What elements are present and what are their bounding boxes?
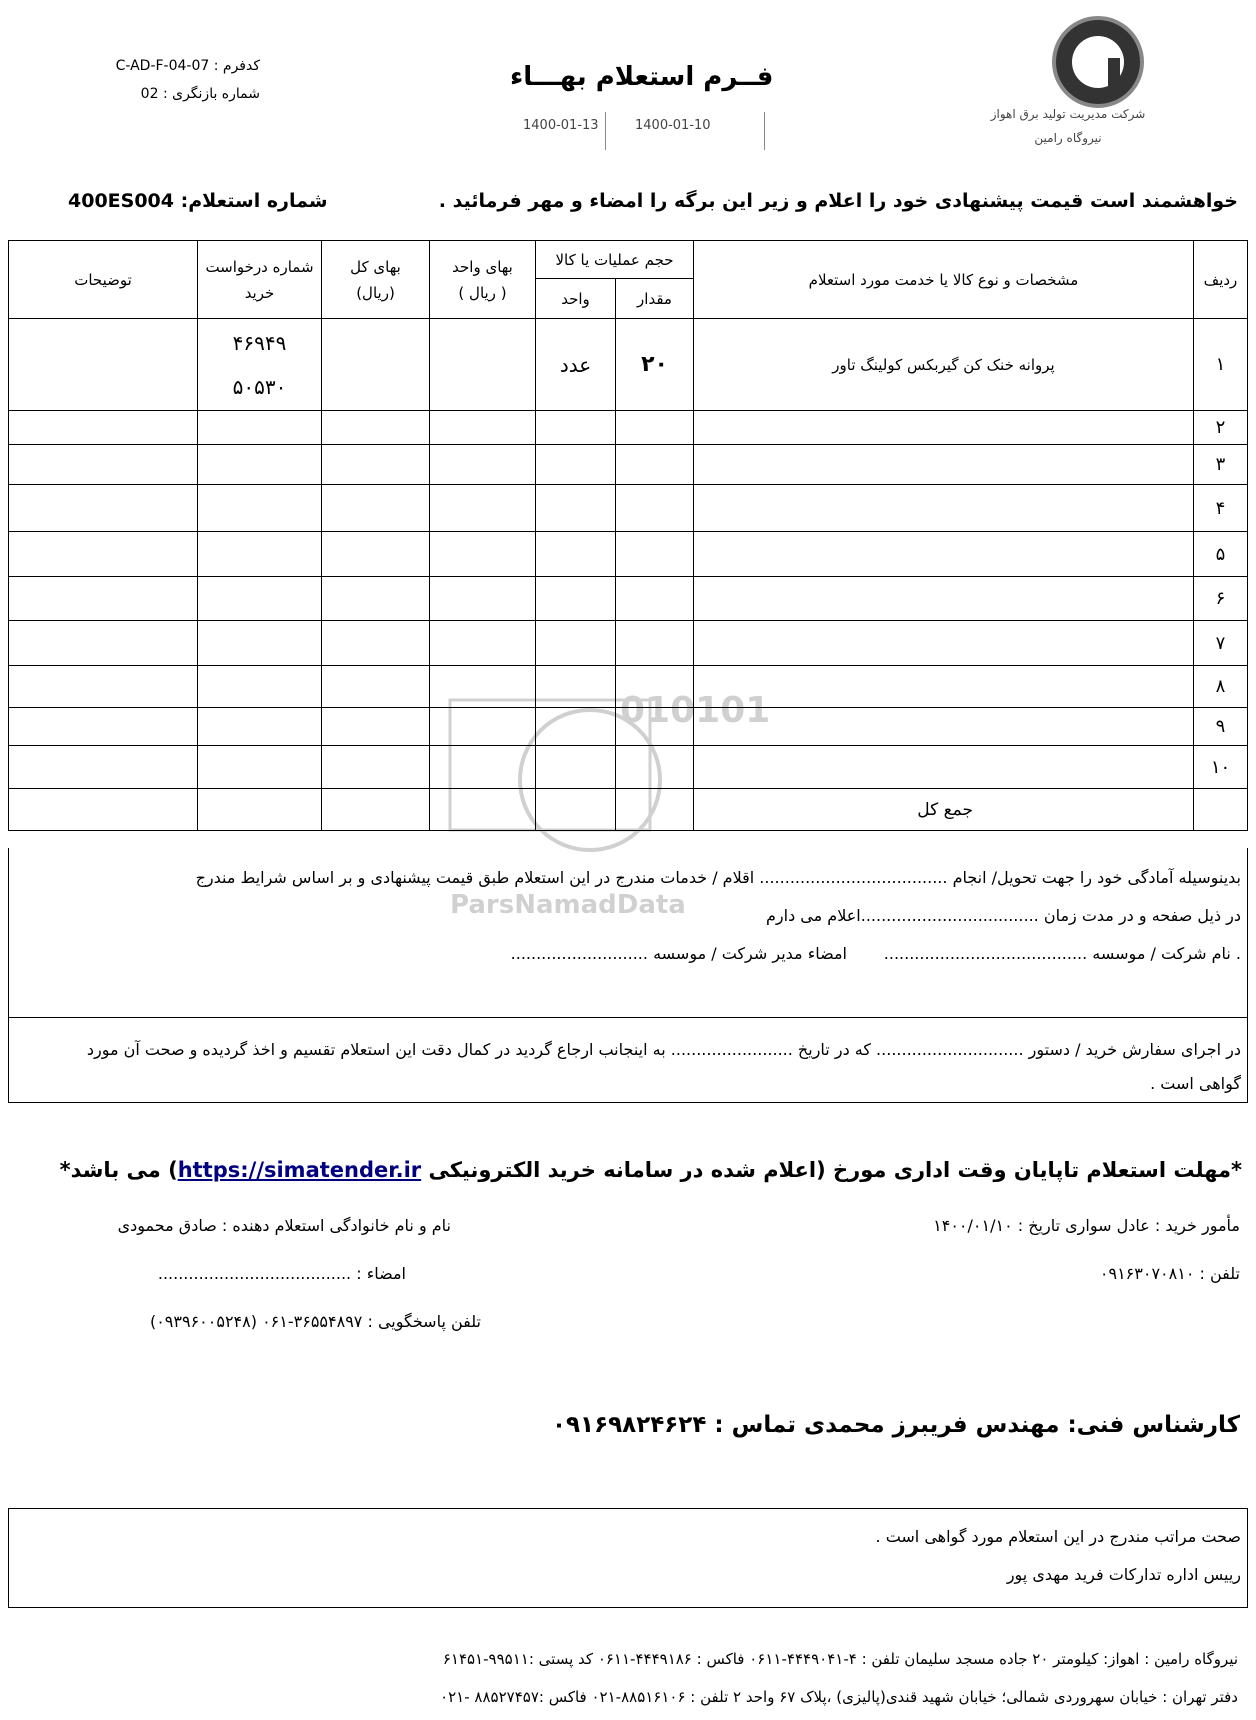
col-qty: مقدار (616, 279, 694, 319)
table-row: ۹ (9, 708, 1248, 746)
tech-expert: کارشناس فنی: مهندس فریبرز محمدی تماس : ۰۹۱۶۹۸۲۴۶۲۴ (551, 1412, 1240, 1438)
item-qty: ۲۰ (616, 319, 694, 411)
table-row: ۵ (9, 532, 1248, 577)
col-row: ردیف (1194, 241, 1248, 319)
order-line-2: گواهی است . (1150, 1074, 1241, 1093)
watermark-name: ParsNamadData (450, 890, 686, 920)
table-row: ۸ (9, 666, 1248, 708)
table-row: ۱۰ (9, 746, 1248, 789)
date-2: 1400-01-13 (523, 118, 599, 133)
buyer-info: مأمور خرید : عادل سواری تاریخ : ۱۴۰۰/۰۱/۱۰ (933, 1216, 1240, 1235)
watermark-bits: 010101 (620, 690, 771, 731)
deadline-text: *مهلت استعلام تاپایان وقت اداری مورخ (اعلام شده در سامانه خرید الکترونیکی https://simatender.ir) می باشد* (59, 1158, 1242, 1182)
footer-line-2: دفتر تهران : خیابان سهروردی شمالی؛ خیابان شهید قندی(پالیزی) ،پلاک ۶۷ واحد ۲ تلفن : ۸۸۵۱۶۱۰۶-۰۲۱ فاکس :۸۸۵۲۷۴۵۷ -۰۲۱ (440, 1688, 1238, 1706)
company-logo (1052, 16, 1144, 108)
form-code-block (90, 52, 260, 108)
col-volume: حجم عملیات یا کالا (536, 241, 694, 279)
form-title: فــرم استعلام بهـــاء (510, 62, 774, 92)
plant-name: نیروگاه رامین (1034, 131, 1102, 145)
order-line-1: در اجرای سفارش خرید / دستور ............................. که در تاریخ ........................ به اینجانب ارجاع گردید در کمال دقت این استعلام تقسیم و اخذ گردیده و صحت آن مورد (86, 1040, 1241, 1059)
form-dates (515, 112, 765, 150)
company-name: شرکت مدیریت تولید برق اهواز (990, 107, 1146, 121)
cert-line-1: صحت مراتب مندرج در این استعلام مورد گواهی است . (875, 1527, 1241, 1546)
offer-line-3b: امضاء مدیر شرکت / موسسه ........................... (510, 944, 847, 963)
col-desc: مشخصات و نوع کالا یا خدمت مورد استعلام (694, 241, 1194, 319)
table-row: ۲ (9, 411, 1248, 445)
simatender-link[interactable]: https://simatender.ir (177, 1158, 422, 1182)
certification-box (8, 1508, 1248, 1608)
inquirer-name: نام و نام خانوادگی استعلام دهنده : صادق محمودی (117, 1216, 451, 1235)
offer-line-3a: . نام شرکت / موسسه ........................................ (883, 944, 1241, 963)
reply-tel: تلفن پاسخگویی : ۳۶۵۵۴۸۹۷-۰۶۱ (۰۹۳۹۶۰۰۵۲۴۸) (149, 1312, 481, 1331)
item-desc: پروانه خنک کن گیربکس کولینگ تاور (694, 319, 1194, 411)
offer-box (8, 848, 1248, 1018)
offer-line-1: بدینوسیله آمادگی خود را جهت تحویل/ انجام ..................................... اقلام / خدمات مندرج در این استعلام طبق قیمت پیشنهادی و بر اساس شرایط مندرج (195, 868, 1241, 887)
date-1: 1400-01-10 (635, 118, 711, 133)
intro-text: خواهشمند است قیمت پیشنهادی خود را اعلام و زیر این برگه را امضاء و مهر فرمائید . (438, 190, 1238, 212)
table-row: ۶ (9, 577, 1248, 621)
offer-line-2: در ذیل صفحه و در مدت زمان ...................................اعلام می دارم (766, 906, 1241, 925)
revision-no: شماره بازنگری : 02 (140, 86, 260, 102)
inquirer-sign: امضاء : ...................................... (157, 1264, 406, 1283)
col-unit: واحد (536, 279, 616, 319)
table-row: ۴ (9, 485, 1248, 532)
sum-label: جمع کل (694, 789, 1194, 831)
item-request-no: ۴۶۹۴۹ ۵۰۵۳۰ (198, 319, 322, 411)
table-row: ۱ پروانه خنک کن گیربکس کولینگ تاور ۲۰ عدد ۴۶۹۴۹ ۵۰۵۳۰ (9, 319, 1248, 411)
item-unit: عدد (536, 319, 616, 411)
footer-line-1: نیروگاه رامین : اهواز: کیلومتر ۲۰ جاده مسجد سلیمان تلفن : ۴-۴۴۴۹۰۴۱-۰۶۱۱ فاکس : ۴۴۴۹۱۸۶-۰۶۱۱ کد پستی :۹۹۵۱۱-۶۱۴۵۱ (442, 1650, 1238, 1668)
cert-line-2: رییس اداره تدارکات فرید مهدی پور (1006, 1565, 1241, 1584)
col-total-price: بهای کل (ریال) (322, 241, 430, 319)
form-code: کدفرم : C-AD-F-04-07 (115, 58, 260, 74)
col-notes: توضیحات (9, 241, 198, 319)
col-request-no: شماره درخواست خرید (198, 241, 322, 319)
col-unit-price: بهای واحد ( ریال ) (430, 241, 536, 319)
inquiry-number: شماره استعلام: 400ES004 (68, 190, 328, 212)
table-row: ۷ (9, 621, 1248, 666)
table-row: ۳ (9, 445, 1248, 485)
buyer-tel: تلفن : ۰۹۱۶۳۰۷۰۸۱۰ (1099, 1264, 1240, 1283)
order-box (8, 1018, 1248, 1103)
